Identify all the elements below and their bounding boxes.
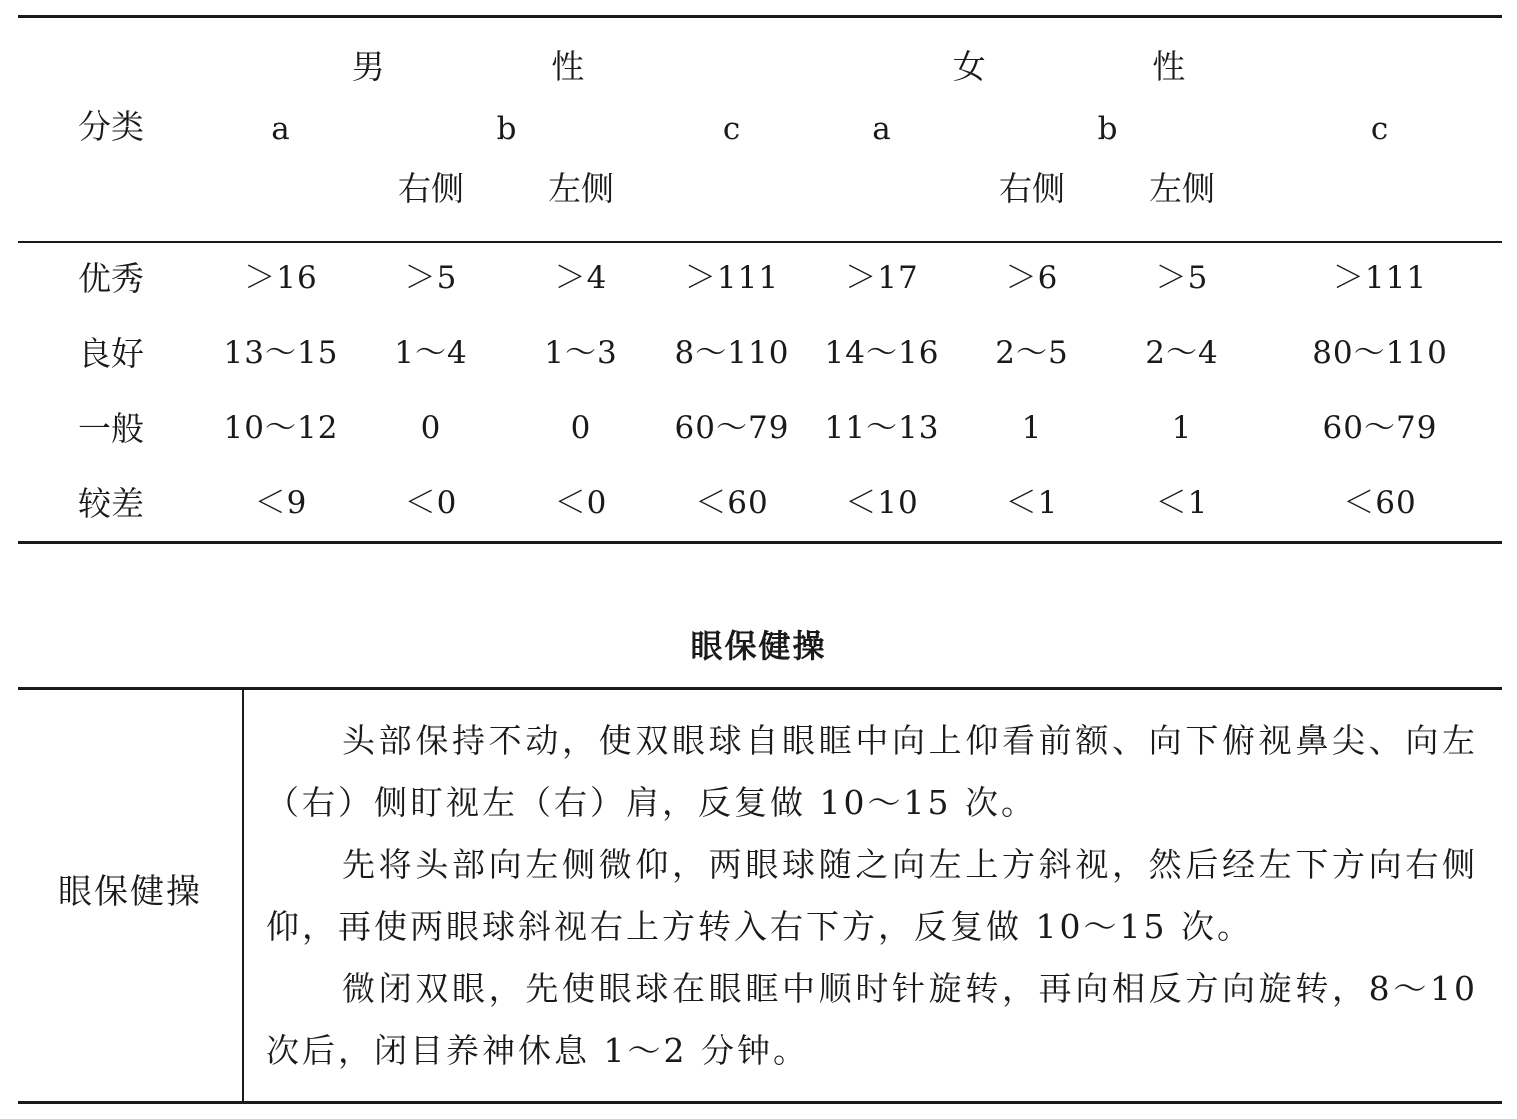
eye-paragraph: 头部保持不动，使双眼球自眼眶中向上仰看前额、向下俯视鼻尖、向左（右）侧盯视左（右）肩，反复做 10～15 次。: [266, 721, 1478, 822]
table-cell: 8～110: [674, 335, 790, 371]
table-cell: ＜0: [404, 485, 458, 521]
eye-paragraph: 微闭双眼，先使眼球在眼眶中顺时针旋转，再向相反方向旋转，8～10 次后，闭目养神休息 1～2 分钟。: [266, 969, 1478, 1070]
header-male-c: c: [722, 111, 742, 147]
table-cell: 80～110: [1312, 335, 1448, 371]
table-cell: ＜10: [845, 485, 919, 521]
table-cell: 13～15: [223, 335, 339, 371]
table-cell: ＜60: [1343, 485, 1417, 521]
header-female-right: 右侧: [999, 169, 1065, 208]
table-cell: 2～4: [1145, 335, 1219, 371]
section-title: 眼保健操: [690, 627, 827, 665]
table-cell: 0: [420, 410, 442, 446]
row-label: 较差: [78, 484, 144, 523]
table-cell: 0: [570, 410, 592, 446]
table-cell: ＜0: [554, 485, 608, 521]
table-cell: 60～79: [1322, 410, 1438, 446]
table-cell: ＞111: [1332, 260, 1428, 296]
row-label: 一般: [78, 409, 144, 448]
header-female-c: c: [1370, 111, 1390, 147]
eye-table-divider: [242, 690, 244, 1101]
table-bottom-rule: [18, 541, 1502, 544]
header-male-right: 右侧: [398, 169, 464, 208]
table-cell: 1: [1021, 410, 1043, 446]
eye-table-bottom-rule: [18, 1101, 1502, 1104]
table-cell: ＞16: [244, 260, 318, 296]
row-label: 良好: [78, 334, 144, 373]
header-male: [351, 47, 663, 86]
header-female-b: b: [1097, 111, 1119, 147]
eye-paragraph: 先将头部向左侧微仰，两眼球随之向左上方斜视，然后经左下方向右侧仰，再使两眼球斜视右上方转入右下方，反复做 10～15 次。: [266, 845, 1478, 946]
table-cell: ＜60: [695, 485, 769, 521]
table-cell: 10～12: [223, 410, 339, 446]
table-cell: ＜1: [1005, 485, 1059, 521]
header-female-a: a: [872, 111, 892, 147]
table-cell: ＜1: [1155, 485, 1209, 521]
table-cell: ＞5: [1155, 260, 1209, 296]
table-cell: ＞4: [554, 260, 608, 296]
table-cell: 14～16: [824, 335, 940, 371]
eye-row-label: 眼保健操: [58, 872, 202, 912]
table-cell: 60～79: [674, 410, 790, 446]
table-cell: ＞6: [1005, 260, 1059, 296]
table-cell: ＞5: [404, 260, 458, 296]
header-female: [952, 47, 1264, 86]
header-male-left: 左侧: [548, 169, 614, 208]
table-cell: ＞17: [845, 260, 919, 296]
table-cell: 1～3: [544, 335, 618, 371]
header-male-a: a: [271, 111, 291, 147]
header-male-text: 男 性: [351, 47, 663, 86]
header-female-left: 左侧: [1149, 169, 1215, 208]
table-cell: ＞111: [684, 260, 780, 296]
table-cell: 1～4: [394, 335, 468, 371]
table-cell: 2～5: [995, 335, 1069, 371]
eye-table-top-rule: [18, 687, 1502, 690]
table-cell: 11～13: [824, 410, 940, 446]
table-cell: 1: [1171, 410, 1193, 446]
table-header-rule: [18, 241, 1502, 243]
table-top-rule: [18, 15, 1502, 18]
row-label: 优秀: [78, 259, 144, 298]
header-male-b: b: [496, 111, 518, 147]
table-cell: ＜9: [254, 485, 308, 521]
header-female-text: 女 性: [952, 47, 1264, 86]
header-category: 分类: [78, 107, 144, 146]
